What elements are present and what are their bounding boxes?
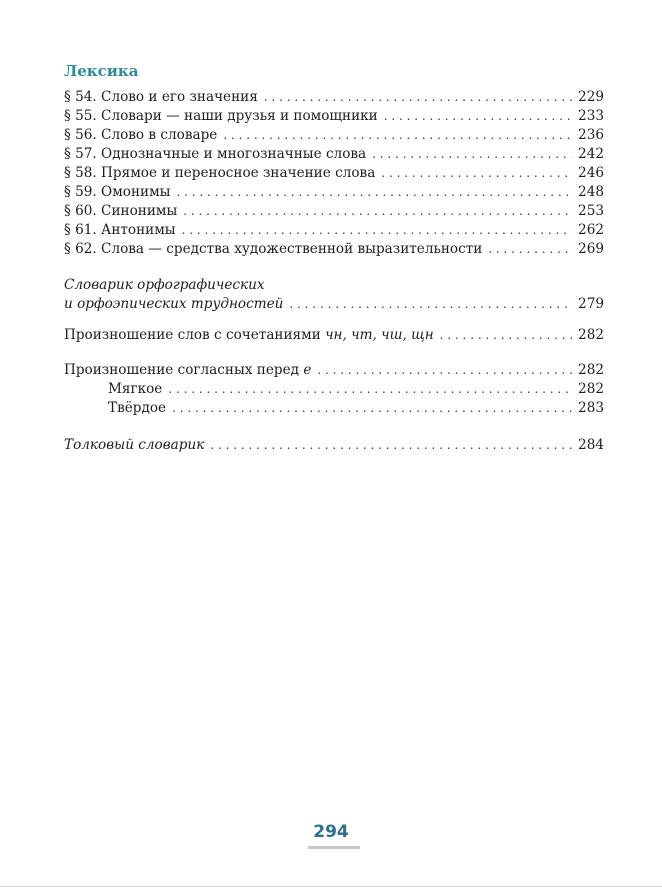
dot-leader [264,88,572,107]
dot-leader [172,399,572,418]
toc-entry-page: 246 [578,165,604,181]
toc-entry-label: § 54. Слово и его значения [64,89,258,105]
toc-entry[interactable] [64,88,604,107]
toc-entry[interactable] [64,240,604,259]
dot-leader [440,326,572,345]
toc-entry-page: 233 [578,108,604,124]
letter-combos: чн, чт, чш, щн [325,327,434,343]
letter-e: е [303,362,312,378]
toc-entry-label [64,361,311,380]
toc-entry-dictionary[interactable] [64,276,604,314]
page-bottom-rule [0,886,662,887]
spacer [64,418,604,436]
dot-leader [289,295,572,314]
spacer [64,314,604,326]
page-number: 294 [313,822,349,842]
dot-leader [182,221,572,240]
toc-subentry-page: 282 [578,381,604,397]
spacer [64,345,604,361]
dot-leader [384,107,572,126]
toc-entry[interactable] [64,202,604,221]
section-title: Лексика [64,62,139,80]
toc-entry-page: 253 [578,203,604,219]
toc-entry-page: 262 [578,222,604,238]
toc-entry-label-text: Произношение слов с сочетаниями [64,327,321,343]
toc-entry-pronunciation-consonants[interactable] [64,361,604,380]
toc-entry-label: § 62. Слова — средства художественной выразительности [64,241,483,257]
dot-leader [168,380,572,399]
toc-entry-page: 269 [578,241,604,257]
toc-entry-label: § 59. Омонимы [64,184,171,200]
toc-entry-page: 236 [578,127,604,143]
toc-subentry[interactable] [64,380,604,399]
toc-entry-dictionary-line2 [64,295,604,314]
toc-subentry-page: 283 [578,400,604,416]
dot-leader [210,436,572,455]
toc-entry-label-line1: Словарик орфографических [64,277,265,293]
dot-leader [488,240,572,259]
toc-entry-pronunciation-combos[interactable] [64,326,604,345]
toc-entry-label [64,326,434,345]
toc-entry-label: § 55. Словари — наши друзья и помощники [64,108,378,124]
toc-entry-label: § 61. Антонимы [64,222,176,238]
dot-leader [176,183,572,202]
dot-leader [381,164,572,183]
toc-entry-page: 284 [578,437,604,453]
toc-entry-label: § 60. Синонимы [64,203,178,219]
dot-leader [372,145,572,164]
toc-entry-page: 282 [578,327,604,343]
toc-entry-label-line2: и орфоэпических трудностей [64,296,284,312]
spacer [64,259,604,276]
toc-entry-label-text: Произношение согласных перед [64,362,299,378]
toc-entry-glossary[interactable] [64,436,604,455]
toc-entry-page: 229 [578,89,604,105]
toc-entry-page: 248 [578,184,604,200]
toc-entry-label: Толковый словарик [64,437,205,453]
toc-entry-label: § 57. Однозначные и многозначные слова [64,146,367,162]
dot-leader [317,361,572,380]
toc-entry-page: 279 [578,296,604,312]
toc-entry-page: 282 [578,362,604,378]
toc-entry-label: § 56. Слово в словаре [64,127,218,143]
toc-subentry-label: Мягкое [108,381,163,397]
toc-subentry-label: Твёрдое [108,400,167,416]
toc-entry-page: 242 [578,146,604,162]
toc-entry[interactable] [64,164,604,183]
table-of-contents [64,60,604,455]
toc-entries [64,88,604,259]
toc-subentry[interactable] [64,399,604,418]
toc-entry[interactable] [64,126,604,145]
toc-entry[interactable] [64,221,604,240]
toc-entry[interactable] [64,107,604,126]
dot-leader [183,202,572,221]
toc-entry[interactable] [64,183,604,202]
dot-leader [223,126,572,145]
toc-entry-label: § 58. Прямое и переносное значение слова [64,165,376,181]
page-number-underline [308,846,360,849]
toc-entry[interactable] [64,145,604,164]
